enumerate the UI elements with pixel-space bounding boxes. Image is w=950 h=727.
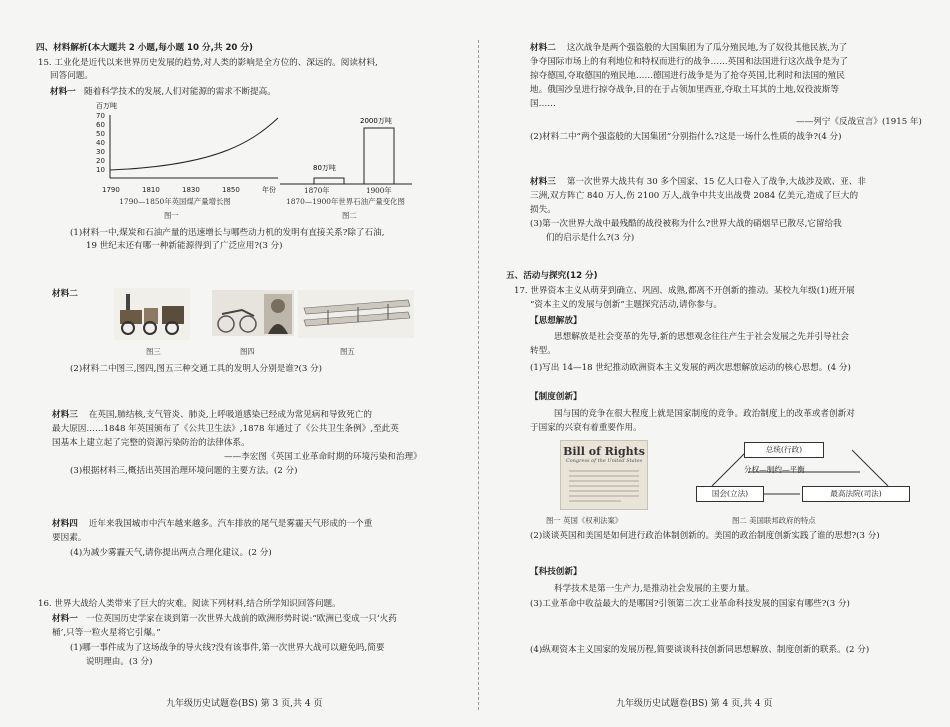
chart-title: 1790—1850年英国煤产量增长图 <box>119 197 231 206</box>
material-label: 材料四 <box>52 519 78 529</box>
question-16-2: (2)材料二中“两个强盗般的大国集团”分别指什么?这是一场什么性质的战争?(4 分) <box>530 132 842 142</box>
question-17-2: (2)谈谈英国和美国是如何进行政治体制创新的。美国的政治制度创新实践了谁的思想?(3 分) <box>530 531 880 541</box>
chart-title: 1870—1900年世界石油产量变化图 <box>286 197 405 206</box>
y-tick-label: 60 <box>96 121 105 129</box>
question-15-3: (3)根据材料三,概括出英国治理环境问题的主要方法。(2 分) <box>70 466 298 476</box>
material-label: 材料二 <box>530 43 556 53</box>
right-page <box>506 0 926 727</box>
page-footer: 九年级历史试题卷(BS) 第 3 页,共 4 页 <box>166 699 323 709</box>
material-label: 材料三 <box>52 410 78 420</box>
question-16-stem: 16. 世界大战给人类带来了巨大的灾难。阅读下列材料,结合所学知识回答问题。 <box>38 599 341 609</box>
x-axis-unit: 年份 <box>262 186 276 194</box>
steam-locomotive-image <box>114 288 190 340</box>
bar-1870 <box>314 178 344 184</box>
x-tick-label: 1850 <box>222 186 240 194</box>
material-text: 地。俄国沙皇进行掠夺战争,目的在于占领加里西亚,夺取土耳其的土地,奴役波斯等 <box>530 85 839 95</box>
y-tick-label: 70 <box>96 112 105 120</box>
material-text: 要因素。 <box>52 533 87 543</box>
bar-year-1870: 1870年 <box>304 186 330 195</box>
document-lines <box>561 467 647 507</box>
bar-label-1900: 2000万吨 <box>360 117 392 125</box>
question-16-3: (3)第一次世界大战中最残酷的战役被称为什么?世界大战的硝烟早已散尽,它留给我 <box>530 219 842 229</box>
question-16-3-cont: 们的启示是什么?(3 分) <box>546 233 635 243</box>
subsection-heading: 【思想解放】 <box>530 316 582 326</box>
bar-label-1870: 80万吨 <box>313 164 336 172</box>
early-automobile-image <box>212 290 294 336</box>
figure-caption: 图二 美国联邦政府的特点 <box>732 516 816 525</box>
material-text: 近年来我国城市中汽车越来越多。汽车排放的尾气是雾霾天气形成的一个重 <box>88 519 373 529</box>
subsection-text: 思想解放是社会变革的先导,新的思想观念往往产生于社会发展之先并引导社会 <box>554 332 849 342</box>
figure-caption: 图一 英国《权利法案》 <box>546 516 623 525</box>
question-17-3: (3)工业革命中收益最大的是哪国?引领第二次工业革命科技发展的国家有哪些?(3 分) <box>530 599 850 609</box>
left-page <box>36 0 456 727</box>
material-label: 材料三 <box>530 177 556 187</box>
congress-box: 国会(立法) <box>696 486 764 502</box>
question-15-stem-cont: 回答问题。 <box>50 71 93 81</box>
figure-caption: 图三 <box>146 347 161 356</box>
figure-caption: 图四 <box>240 347 255 356</box>
president-box: 总统(行政) <box>744 442 824 458</box>
material-text: 国…… <box>530 99 556 109</box>
material-text: 这次战争是两个强盗般的大国集团为了瓜分殖民地,为了奴役其他民族,为了 <box>566 43 848 53</box>
material-text: 桶’,只等一粒火星将它引爆。” <box>52 628 161 638</box>
material-text: 掠夺德国,夺取德国的殖民地……德国进行战争是为了抢夺英国,比利时和法国的殖民 <box>530 71 845 81</box>
subsection-heading: 【制度创新】 <box>530 392 582 402</box>
subsection-text: 转型。 <box>530 346 556 356</box>
material-text: 损失。 <box>530 205 556 215</box>
material-source: ——列宁《反战宣言》(1915 年) <box>796 117 922 127</box>
x-tick-label: 1790 <box>102 186 120 194</box>
question-16-1: (1)哪一事件成为了这场战争的导火线?没有该事件,第一次世界大战可以避免吗,简要 <box>70 643 385 653</box>
subsection-text: 国与国的竞争在很大程度上就是国家制度的竞争。政治制度上的改革或者创新对 <box>554 409 855 419</box>
x-tick-label: 1810 <box>142 186 160 194</box>
page-footer: 九年级历史试题卷(BS) 第 4 页,共 4 页 <box>616 699 773 709</box>
question-15-4: (4)为减少雾霾天气,请你提出两点合理化建议。(2 分) <box>70 548 272 558</box>
section-title: 四、材料解析(本大题共 2 小题,每小题 10 分,共 20 分) <box>36 43 253 53</box>
subsection-text: 科学技术是第一生产力,是推动社会发展的主要力量。 <box>554 584 755 594</box>
material-text: 第一次世界大战共有 30 多个国家、15 亿人口卷入了战争,大战涉及欧、亚、非 <box>566 177 866 187</box>
question-15-1: (1)材料一中,煤炭和石油产量的迅速增长与哪些动力机的发明有直接关系?除了石油, <box>70 228 385 238</box>
material-text: 一位英国历史学家在谈到第一次世界大战前的欧洲形势时说:“欧洲已变成一只‘火药 <box>86 614 397 624</box>
y-tick-label: 10 <box>96 166 105 174</box>
balance-label: 分权—制约—平衡 <box>744 465 805 474</box>
x-tick-label: 1830 <box>182 186 200 194</box>
material-text: 国基本上建立起了完整的资源污染防治的法律体系。 <box>52 438 250 448</box>
bill-title: Bill of Rights <box>563 445 645 458</box>
subsection-heading: 【科技创新】 <box>530 567 582 577</box>
figure-caption: 图五 <box>340 347 355 356</box>
material-text: 随着科学技术的发展,人们对能源的需求不断提高。 <box>84 87 276 97</box>
question-16-1-cont: 说明理由。(3 分) <box>86 657 153 667</box>
bar-1900 <box>364 128 394 184</box>
question-15-stem: 15. 工业化是近代以来世界历史发展的趋势,对人类的影响是全方位的、深远的。阅读材料, <box>38 58 378 68</box>
material-text: 争夺国际市场上的有利地位和特权而进行的战争……英国和法国进行这次战争是为了 <box>530 57 848 67</box>
y-tick-label: 30 <box>96 148 105 156</box>
question-17-1: (1)写出 14—18 世纪推动欧洲资本主义发展的两次思想解放运动的核心思想。(4 分) <box>530 363 851 373</box>
coal-curve <box>110 118 278 170</box>
figure-caption: 图一 <box>164 211 179 220</box>
section-title: 五、活动与探究(12 分) <box>506 271 598 281</box>
material-text: 最大原因……1848 年英国颁布了《公共卫生法》,1878 年通过了《公共卫生条例》,至此英 <box>52 424 399 434</box>
chart-unit: 百万吨 <box>96 102 117 110</box>
question-15-1-cont: 19 世纪末还有哪一种新能源得到了广泛应用?(3 分) <box>86 241 283 251</box>
subsection-text: 于国家的兴衰有着重要作用。 <box>530 423 642 433</box>
question-17-stem-cont: “资本主义的发展与创新”主题探究活动,请你参与。 <box>530 300 722 310</box>
question-15-2: (2)材料二中图三,图四,图五三种交通工具的发明人分别是谁?(3 分) <box>70 364 322 374</box>
bill-of-rights-image <box>560 440 648 510</box>
y-tick-label: 20 <box>96 157 105 165</box>
y-tick-label: 50 <box>96 130 105 138</box>
bar-year-1900: 1900年 <box>366 186 392 195</box>
y-tick-label: 40 <box>96 139 105 147</box>
supreme-court-box: 最高法院(司法) <box>802 486 910 502</box>
figure-caption: 图二 <box>342 211 357 220</box>
question-17-4: (4)纵观资本主义国家的发展历程,简要谈谈科技创新同思想解放、制度创新的联系。(2 分) <box>530 645 870 655</box>
material-label: 材料二 <box>52 289 78 299</box>
oil-production-chart <box>276 114 416 194</box>
airplane-image <box>298 290 414 338</box>
material-source: ——李宏图《英国工业革命时期的环境污染和治理》 <box>224 452 422 462</box>
material-text: 三洲,双方阵亡 840 万人,伤 2100 万人,战争中共支出战费 2084 亿美元,造成了巨大的 <box>530 191 859 201</box>
page-divider <box>478 40 479 710</box>
material-label: 材料一 <box>52 614 78 624</box>
question-17-stem: 17. 世界资本主义从萌芽到确立、巩固、成熟,都离不开创新的推动。某校九年级(1)班开展 <box>514 286 855 296</box>
bill-subtitle: Congress of the United States <box>565 458 643 464</box>
material-label: 材料一 <box>50 87 76 97</box>
material-text: 在英国,肺结核,支气管炎、肺炎,上呼吸道感染已经成为常见病和导致死亡的 <box>88 410 372 420</box>
